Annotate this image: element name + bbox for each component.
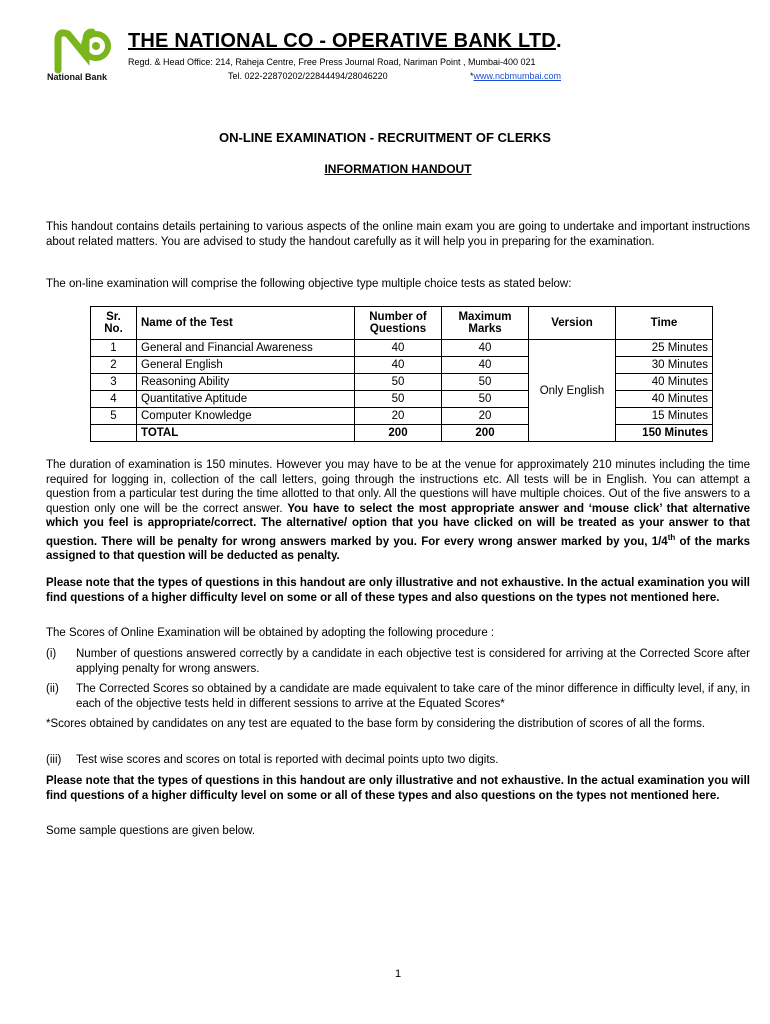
header-version: Version bbox=[529, 307, 616, 340]
header-sr-line2: No. bbox=[104, 323, 123, 335]
list-item-number: (iii) bbox=[46, 754, 62, 766]
row-time: 40 Minutes bbox=[616, 374, 713, 391]
row-sr: 3 bbox=[91, 374, 137, 391]
row-marks: 50 bbox=[442, 374, 529, 391]
header-name: Name of the Test bbox=[137, 307, 355, 340]
header-questions-line2: Questions bbox=[369, 323, 427, 335]
duration-bold-text: You have to select the most appropriate answer and ‘mouse click’ that alternative which you feel is appropriate/correct. The alternative/ option that you have clicked on will be treated as your answer to that question. There will be penalty for wrong answers marked by you. For every wrong answer marked by you, 1/4 bbox=[46, 502, 751, 548]
bank-address: Regd. & Head Office: 214, Raheja Centre, Free Press Journal Road, Nariman Point , Mumbai-400 021 bbox=[128, 57, 536, 67]
row-time: 25 Minutes bbox=[616, 340, 713, 357]
note-paragraph-2: Please note that the types of questions in this handout are only illustrative and not exhaustive. In the actual examination you will find questions of a higher difficulty level on some or all of these types and also questions on the types not mentioned here. bbox=[46, 775, 750, 802]
row-marks: 40 bbox=[442, 340, 529, 357]
header-sr-line1: Sr. bbox=[106, 311, 121, 323]
scores-intro: The Scores of Online Examination will be obtained by adopting the following procedure : bbox=[46, 627, 495, 639]
header-questions-line1: Number of bbox=[369, 311, 427, 323]
duration-paragraph bbox=[46, 458, 750, 563]
duration-bold-text-end: of the marks assigned to that question will be deducted as penalty. bbox=[46, 535, 750, 562]
row-questions: 50 bbox=[355, 391, 442, 408]
list-item-text: The Corrected Scores so obtained by a candidate are made equivalent to take care of the minor difference in difficulty level, if any, in each of the objective tests held in different sessions to arrive at the Equated Scores* bbox=[76, 683, 750, 710]
list-item-text: Test wise scores and scores on total is reported with decimal points upto two digits. bbox=[76, 754, 499, 766]
total-questions: 200 bbox=[355, 425, 442, 442]
row-time: 40 Minutes bbox=[616, 391, 713, 408]
row-name: Quantitative Aptitude bbox=[137, 391, 355, 408]
bank-website bbox=[470, 71, 561, 81]
table-header-row bbox=[91, 307, 713, 340]
table-row bbox=[91, 391, 713, 408]
bank-telephone: Tel. 022-22870202/22844494/28046220 bbox=[228, 71, 388, 81]
row-sr: 1 bbox=[91, 340, 137, 357]
row-sr: 2 bbox=[91, 357, 137, 374]
header-marks-line1: Maximum bbox=[458, 311, 512, 323]
list-item bbox=[46, 647, 750, 676]
tests-intro: The on-line examination will comprise the following objective type multiple choice tests as stated below: bbox=[46, 278, 572, 290]
header-sr bbox=[91, 307, 137, 340]
logo-text: National Bank bbox=[47, 72, 108, 82]
row-name: General English bbox=[137, 357, 355, 374]
row-time: 30 Minutes bbox=[616, 357, 713, 374]
table-total-row bbox=[91, 425, 713, 442]
row-marks: 40 bbox=[442, 357, 529, 374]
equated-scores-note: *Scores obtained by candidates on any test are equated to the base form by considering the distribution of scores of all the forms. bbox=[46, 718, 706, 730]
page-subtitle: INFORMATION HANDOUT bbox=[324, 162, 472, 176]
version-cell: Only English bbox=[529, 340, 616, 442]
row-marks: 50 bbox=[442, 391, 529, 408]
bank-name-text: THE NATIONAL CO - OPERATIVE BANK LTD bbox=[128, 30, 556, 52]
list-item-number: (i) bbox=[46, 648, 57, 660]
bank-name-suffix: . bbox=[555, 30, 562, 52]
row-name: Computer Knowledge bbox=[137, 408, 355, 425]
note-paragraph-1: Please note that the types of questions in this handout are only illustrative and not exhaustive. In the actual examination you will find questions of a higher difficulty level on some or all of these types and also questions on the types not mentioned here. bbox=[46, 577, 750, 604]
row-marks: 20 bbox=[442, 408, 529, 425]
header-marks-line2: Marks bbox=[468, 323, 502, 335]
page-title: ON-LINE EXAMINATION - RECRUITMENT OF CLERKS bbox=[219, 130, 551, 145]
letterhead bbox=[0, 0, 770, 100]
table-row bbox=[91, 408, 713, 425]
row-sr: 5 bbox=[91, 408, 137, 425]
row-name: Reasoning Ability bbox=[137, 374, 355, 391]
table-row bbox=[91, 374, 713, 391]
row-questions: 40 bbox=[355, 340, 442, 357]
total-sr-empty bbox=[91, 425, 137, 442]
row-questions: 20 bbox=[355, 408, 442, 425]
list-item-text: Number of questions answered correctly by a candidate in each objective test is considered for arriving at the Corrected Score after applying penalty for wrong answers. bbox=[76, 648, 750, 675]
total-label: TOTAL bbox=[137, 425, 355, 442]
row-questions: 50 bbox=[355, 374, 442, 391]
bank-name bbox=[128, 30, 562, 53]
header-questions bbox=[355, 307, 442, 340]
duration-superscript: th bbox=[667, 532, 676, 542]
table-row bbox=[91, 357, 713, 374]
list-item bbox=[46, 682, 750, 711]
sample-questions-intro: Some sample questions are given below. bbox=[46, 825, 256, 837]
duration-text: The duration of examination is 150 minutes. However you may have to be at the venue for approximately 210 minutes including the time required for logging in, collection of the call letters, going through the instructions etc. All tests will be in English. You can attempt a question from a particular test during the time allotted to that only. All the questions will have multiple choices. Out of the five answers to a question only one will be the correct answer. bbox=[46, 459, 750, 515]
row-sr: 4 bbox=[91, 391, 137, 408]
list-item bbox=[46, 753, 750, 768]
row-name: General and Financial Awareness bbox=[137, 340, 355, 357]
page-number: 1 bbox=[394, 968, 402, 980]
row-questions: 40 bbox=[355, 357, 442, 374]
tests-table bbox=[90, 306, 713, 442]
total-marks: 200 bbox=[442, 425, 529, 442]
table-row bbox=[91, 340, 713, 357]
intro-paragraph: This handout contains details pertaining to various aspects of the online main exam you are going to undertake and important instructions about related matters. You are advised to study the handout carefully as it will help you in preparing for the examination. bbox=[46, 221, 750, 248]
website-prefix: * bbox=[470, 71, 474, 81]
row-time: 15 Minutes bbox=[616, 408, 713, 425]
total-time: 150 Minutes bbox=[616, 425, 713, 442]
website-link[interactable]: www.ncbmumbai.com bbox=[473, 71, 562, 81]
header-time: Time bbox=[616, 307, 713, 340]
header-marks bbox=[442, 307, 529, 340]
list-item-number: (ii) bbox=[46, 683, 59, 695]
